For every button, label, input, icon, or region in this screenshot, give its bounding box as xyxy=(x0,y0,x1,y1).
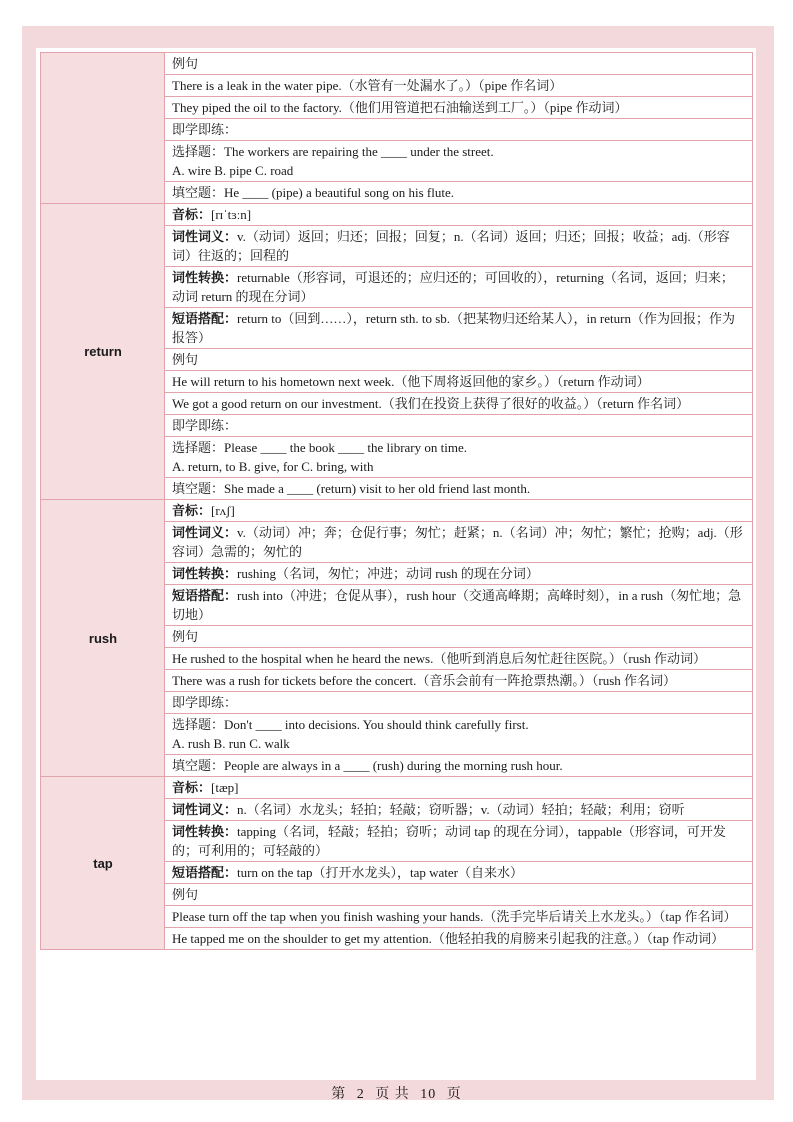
entry-text: 例句 xyxy=(172,629,199,644)
entry-cell xyxy=(165,500,753,522)
entry-cell xyxy=(165,204,753,226)
entry-cell xyxy=(165,884,753,906)
entry-cell xyxy=(165,821,753,862)
entry-cell xyxy=(165,437,753,478)
entry-text: [tæp] xyxy=(211,780,239,795)
entry-text: 例句 xyxy=(172,887,199,902)
entry-text: 例句 xyxy=(172,352,199,367)
entry-text: There is a leak in the water pipe.（水管有一处漏水了。）（pipe 作名词） xyxy=(172,78,563,93)
footer-prefix: 第 xyxy=(331,1087,347,1102)
entry-options: A. wire B. pipe C. road xyxy=(172,163,294,178)
entry-cell xyxy=(165,349,753,371)
entry-cell xyxy=(165,119,753,141)
entry-cell xyxy=(165,226,753,267)
entry-text: return to（回到……），return sth. to sb.（把某物归还给某人），in return（作为回报；作为报答） xyxy=(172,311,735,345)
entry-cell xyxy=(165,777,753,799)
entry-cell xyxy=(165,670,753,692)
entry-text: 即学即练： xyxy=(172,122,238,137)
entry-text: He tapped me on the shoulder to get my attention.（他轻拍我的肩膀来引起我的注意。）（tap 作动词） xyxy=(172,931,725,946)
entry-label: 词性词义： xyxy=(172,525,238,540)
entry-cell xyxy=(165,53,753,75)
table-row xyxy=(41,53,753,75)
footer-page-number: 2 xyxy=(356,1087,365,1102)
word-cell: return xyxy=(41,204,165,500)
entry-text: turn on the tap（打开水龙头），tap water（自来水） xyxy=(237,865,523,880)
word-cell: tap xyxy=(41,777,165,950)
entry-cell xyxy=(165,522,753,563)
entry-cell xyxy=(165,928,753,950)
entry-text: 例句 xyxy=(172,56,199,71)
entry-cell xyxy=(165,308,753,349)
entry-cell xyxy=(165,862,753,884)
entry-text: We got a good return on our investment.（我们在投资上获得了很好的收益。）（return 作名词） xyxy=(172,396,690,411)
entry-text: 填空题：She made a ____ (return) visit to her old friend last month. xyxy=(172,481,531,496)
entry-label: 音标： xyxy=(172,503,212,518)
entry-cell xyxy=(165,141,753,182)
entry-text: He rushed to the hospital when he heard the news.（他听到消息后匆忙赶往医院。）（rush 作动词） xyxy=(172,651,707,666)
entry-options: A. return, to B. give, for C. bring, with xyxy=(172,459,374,474)
entry-text: 选择题：Don't ____ into decisions. You should think carefully first. xyxy=(172,717,529,732)
entry-text: He will return to his hometown next week.（他下周将返回他的家乡。）（return 作动词） xyxy=(172,374,650,389)
entry-label: 词性词义： xyxy=(172,802,238,817)
entry-label: 音标： xyxy=(172,207,212,222)
entry-text: n.（名词）水龙头；轻拍；轻敲；窃听器；v.（动词）轻拍；轻敲；利用；窃听 xyxy=(237,802,685,817)
entry-label: 短语搭配： xyxy=(172,311,238,326)
word-cell xyxy=(41,53,165,204)
entry-text: rushing（名词，匆忙；冲进；动词 rush 的现在分词） xyxy=(237,566,539,581)
entry-label: 短语搭配： xyxy=(172,588,238,603)
entry-text: 即学即练： xyxy=(172,695,238,710)
entry-text: v.（动词）返回；归还；回报；回复；n.（名词）返回；归还；回报；收益；adj.（形容词）往返的；回程的 xyxy=(172,229,730,263)
entry-text: [rʌʃ] xyxy=(211,503,235,518)
entry-cell xyxy=(165,626,753,648)
entry-text: returnable（形容词，可退还的；应归还的；可回收的），returning（名词，返回；归来；动词 return 的现在分词） xyxy=(172,270,734,304)
entry-cell xyxy=(165,182,753,204)
entry-cell xyxy=(165,692,753,714)
entry-text: tapping（名词，轻敲；轻拍；窃听；动词 tap 的现在分词），tappable（形容词，可开发的；可利用的；可轻敲的） xyxy=(172,824,726,858)
entry-cell xyxy=(165,906,753,928)
entry-text: v.（动词）冲；奔；仓促行事；匆忙；赶紧；n.（名词）冲；匆忙；繁忙；抢购；adj.（形容词）急需的；匆忙的 xyxy=(172,525,743,559)
entry-label: 词性转换： xyxy=(172,566,238,581)
footer-middle: 页 共 xyxy=(375,1087,410,1102)
entry-cell xyxy=(165,799,753,821)
entry-text: There was a rush for tickets before the concert.（音乐会前有一阵抢票热潮。）（rush 作名词） xyxy=(172,673,676,688)
entry-label: 短语搭配： xyxy=(172,865,238,880)
entry-cell xyxy=(165,415,753,437)
entry-cell xyxy=(165,393,753,415)
entry-text: [rɪˈtɜːn] xyxy=(211,207,252,222)
footer-total-pages: 10 xyxy=(420,1087,437,1102)
entry-cell xyxy=(165,371,753,393)
entry-label: 词性转换： xyxy=(172,270,238,285)
entry-text: 填空题：He ____ (pipe) a beautiful song on his flute. xyxy=(172,185,454,200)
vocabulary-table xyxy=(40,52,753,950)
entry-options: A. rush B. run C. walk xyxy=(172,736,290,751)
entry-label: 音标： xyxy=(172,780,212,795)
entry-label: 词性词义： xyxy=(172,229,238,244)
entry-cell xyxy=(165,267,753,308)
page-footer xyxy=(0,1083,793,1103)
footer-suffix: 页 xyxy=(446,1087,462,1102)
entry-text: 选择题：The workers are repairing the ____ under the street. xyxy=(172,144,494,159)
entry-cell xyxy=(165,755,753,777)
entry-text: 选择题：Please ____ the book ____ the library on time. xyxy=(172,440,467,455)
entry-cell xyxy=(165,97,753,119)
entry-cell xyxy=(165,585,753,626)
entry-label: 词性转换： xyxy=(172,824,238,839)
entry-cell xyxy=(165,714,753,755)
entry-cell xyxy=(165,648,753,670)
entry-text: 填空题：People are always in a ____ (rush) during the morning rush hour. xyxy=(172,758,563,773)
table-row xyxy=(41,204,753,226)
entry-text: 即学即练： xyxy=(172,418,238,433)
word-cell: rush xyxy=(41,500,165,777)
entry-text: Please turn off the tap when you finish washing your hands.（洗手完毕后请关上水龙头。）（tap 作名词） xyxy=(172,909,737,924)
table-row xyxy=(41,500,753,522)
table-row xyxy=(41,777,753,799)
entry-text: They piped the oil to the factory.（他们用管道把石油输送到工厂。）（pipe 作动词） xyxy=(172,100,628,115)
entry-cell xyxy=(165,478,753,500)
entry-text: rush into（冲进；仓促从事），rush hour（交通高峰期；高峰时刻），in a rush（匆忙地；急切地） xyxy=(172,588,742,622)
entry-cell xyxy=(165,563,753,585)
entry-cell xyxy=(165,75,753,97)
